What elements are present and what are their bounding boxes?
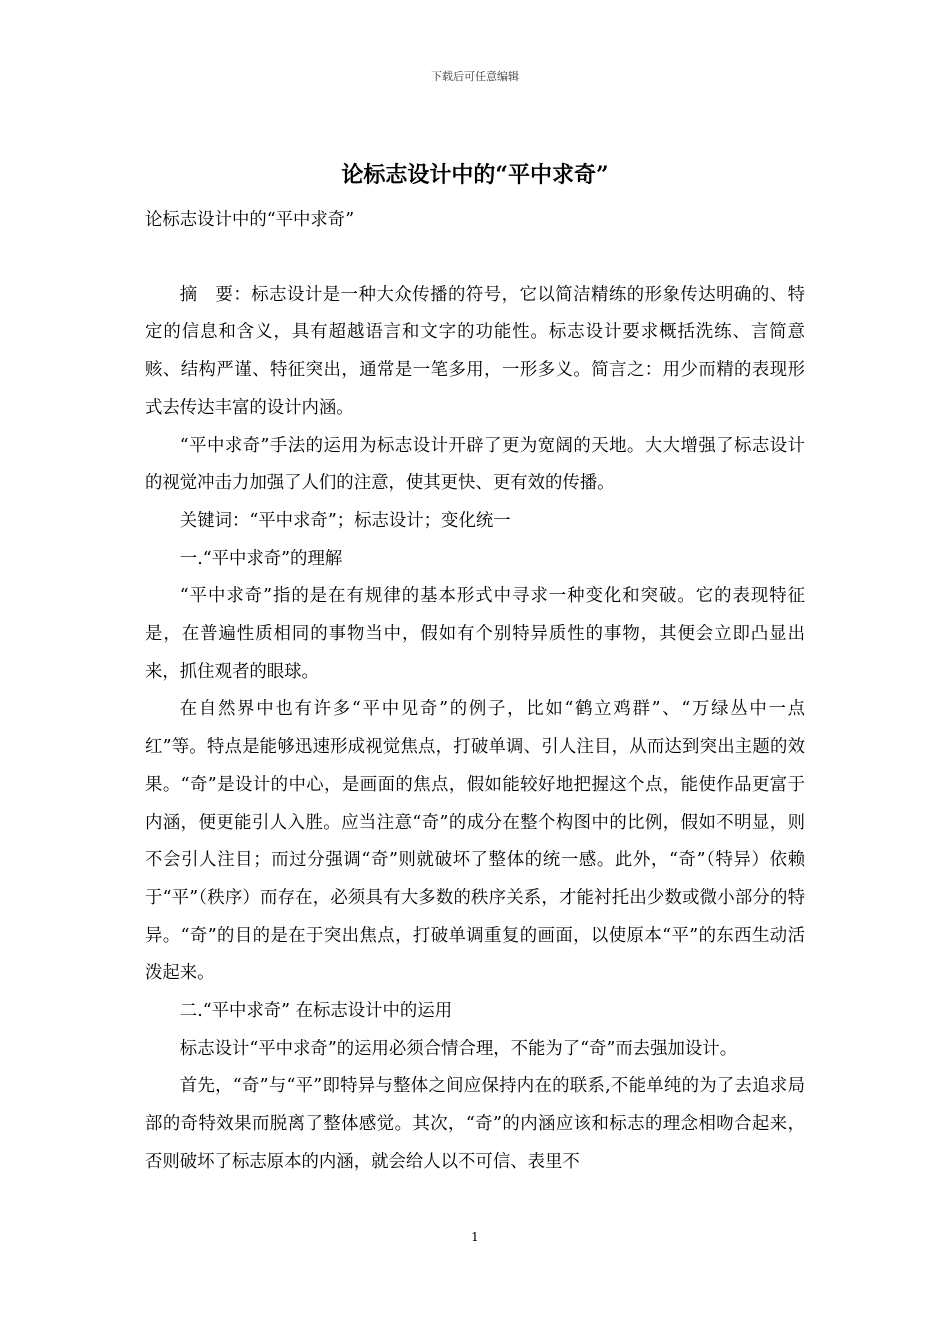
abstract-continuation-paragraph: “平中求奇”手法的运用为标志设计开辟了更为宽阔的天地。大大增强了标志设计的视觉冲击力加强了人们的注意，使其更快、更有效的传播。	[145, 435, 805, 494]
body-paragraph: “平中求奇”指的是在有规律的基本形式中寻求一种变化和突破。它的表现特征是，在普遍性质相同的事物当中，假如有个别特异质性的事物，其便会立即凸显出来，抓住观者的眼球。	[145, 586, 805, 682]
document-body	[145, 202, 805, 1182]
header-note: 下载后可任意编辑	[431, 70, 519, 83]
page-number: 1	[471, 1230, 479, 1244]
section-heading-1: 一.“平中求奇”的理解	[179, 548, 343, 569]
abstract-paragraph: 摘 要：标志设计是一种大众传播的符号，它以简洁精练的形象传达明确的、特定的信息和含义，具有超越语言和文字的功能性。标志设计要求概括洗练、言简意赅、结构严谨、特征突出，通常是一笔多用，一形多义。简言之：用少而精的表现形式去传达丰富的设计内涵。	[145, 284, 805, 418]
document-title: 论标志设计中的“平中求奇”	[341, 162, 609, 188]
section-heading-2: 二.“平中求奇” 在标志设计中的运用	[179, 1001, 453, 1022]
keywords-line: 关键词：“平中求奇”；标志设计；变化统一	[179, 510, 511, 531]
document-subtitle: 论标志设计中的“平中求奇”	[145, 210, 355, 230]
body-paragraph: 首先，“奇”与“平”即特异与整体之间应保持内在的联系,不能单纯的为了去追求局部的奇特效果而脱离了整体感觉。其次，“奇”的内涵应该和标志的理念相吻合起来，否则破坏了标志原本的内涵，就会给人以不可信、表里不	[145, 1076, 805, 1172]
body-paragraph: 标志设计“平中求奇”的运用必须合情合理，不能为了“奇”而去强加设计。	[179, 1038, 738, 1059]
body-paragraph: 在自然界中也有许多“平中见奇”的例子，比如“鹤立鸡群”、“万绿丛中一点红”等。特点是能够迅速形成视觉焦点，打破单调、引人注目，从而达到突出主题的效果。“奇”是设计的中心，是画面的焦点，假如能较好地把握这个点，能使作品更富于内涵，便更能引人入胜。应当注意“奇”的成分在整个构图中的比例，假如不明显，则不会引人注目；而过分强调“奇”则就破坏了整体的统一感。此外，“奇”（特异）依赖于“平”（秩序）而存在，必须具有大多数的秩序关系，才能衬托出少数或微小部分的特异。“奇”的目的是在于突出焦点，打破单调重复的画面，以使原本“平”的东西生动活泼起来。	[145, 699, 805, 984]
